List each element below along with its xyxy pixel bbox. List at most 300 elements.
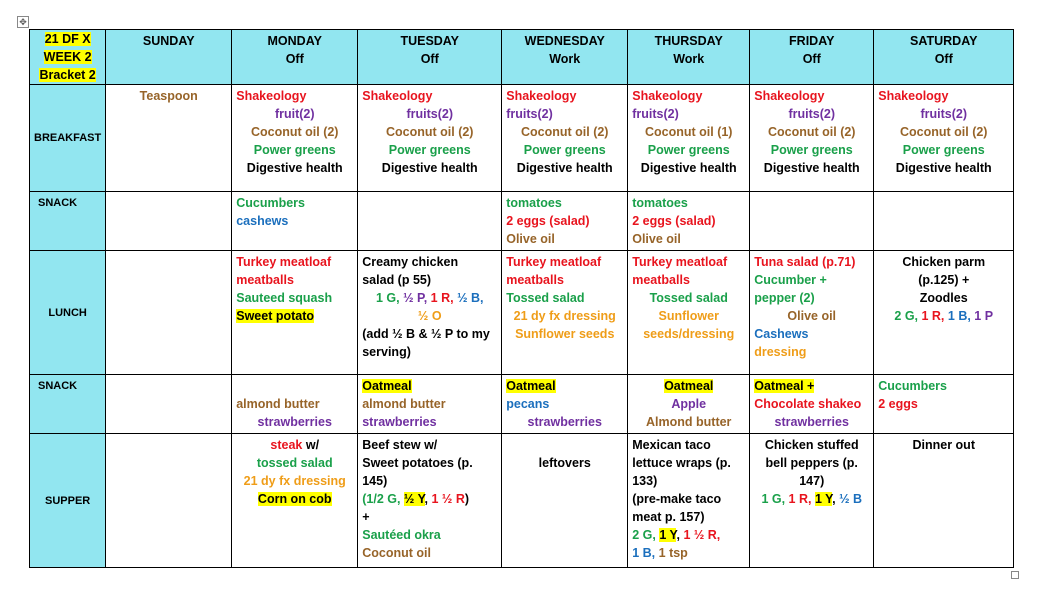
meal-item-text: 2 eggs (salad): [632, 214, 716, 228]
meal-cell-supper-friday[interactable]: [750, 434, 874, 568]
meal-item: [506, 454, 623, 472]
meal-item: [236, 159, 353, 177]
meal-item: [754, 343, 869, 361]
meal-plan-table: [29, 29, 1014, 568]
meal-item-text: tomatoes: [506, 196, 562, 210]
meal-item: [632, 395, 745, 413]
meal-cell-snack-morning-monday[interactable]: [232, 192, 358, 251]
meal-cell-supper-wednesday[interactable]: [502, 434, 628, 568]
meal-item-part: 2 G,: [894, 309, 922, 323]
meal-cell-snack-morning-friday[interactable]: [750, 192, 874, 251]
meal-row-snack-afternoon: [30, 375, 1014, 434]
meal-cell-supper-tuesday[interactable]: [358, 434, 502, 568]
meal-item: [236, 123, 353, 141]
meal-item: [236, 377, 353, 395]
day-header-sunday: SUNDAY: [106, 30, 232, 85]
meal-item-text: fruits(2): [632, 107, 679, 121]
meal-item: [362, 105, 497, 123]
meal-cell-supper-saturday[interactable]: [874, 434, 1014, 568]
meal-cell-breakfast-tuesday[interactable]: [358, 85, 502, 192]
meal-item: [878, 253, 1009, 271]
meal-item-text: Digestive health: [381, 161, 478, 175]
meal-item: [236, 413, 353, 431]
meal-item: [236, 105, 353, 123]
meal-item: [632, 105, 745, 123]
meal-item-text: Sunflower: [658, 309, 719, 323]
meal-item-part: 1 B,: [947, 309, 975, 323]
meal-item-text: fruit(2): [274, 107, 315, 121]
meal-item: [632, 413, 745, 431]
meal-item-part: 2 G,: [632, 528, 660, 542]
meal-item: [878, 123, 1009, 141]
meal-item: [632, 377, 745, 395]
meal-item: [878, 436, 1009, 454]
meal-item-part: ): [464, 492, 470, 506]
meal-item: [236, 141, 353, 159]
meal-item-part: 1 ½ R,: [683, 528, 721, 542]
meal-item: [506, 436, 623, 454]
meal-item: [236, 490, 353, 508]
meal-item-text: Mexican taco: [632, 438, 711, 452]
meal-item-text: Power greens: [647, 143, 730, 157]
meal-item: [754, 87, 869, 105]
meal-item-part: ,: [676, 528, 684, 542]
meal-item-part: ½ Y: [403, 492, 425, 506]
meal-item-text: lettuce wraps (p.: [632, 456, 731, 470]
meal-item-text: Coconut oil (2): [899, 125, 988, 139]
meal-item: [878, 377, 1009, 395]
meal-item-text: pecans: [506, 397, 550, 411]
meal-item-text: Almond butter: [646, 415, 732, 429]
meal-item-text: Shakeology: [878, 89, 949, 103]
meal-cell-lunch-thursday[interactable]: [628, 251, 750, 375]
meal-item-text: strawberries: [774, 415, 849, 429]
meal-item-text: [236, 379, 239, 393]
meal-item-part: 1 Y: [659, 528, 677, 542]
meal-cell-snack-morning-tuesday[interactable]: [358, 192, 502, 251]
day-header-monday: MONDAY Off: [232, 30, 358, 85]
meal-item-text: strawberries: [527, 415, 602, 429]
meal-item: [632, 123, 745, 141]
meal-item-text: Coconut oil (2): [767, 125, 856, 139]
meal-item: [110, 87, 227, 105]
meal-item-part: 1 G,: [375, 291, 404, 305]
meal-cell-breakfast-sunday[interactable]: [106, 85, 232, 192]
meal-item: [632, 307, 745, 325]
meal-cell-snack-afternoon-saturday[interactable]: [874, 375, 1014, 434]
meal-item-text: tomatoes: [632, 196, 688, 210]
meal-item-text: Digestive health: [246, 161, 343, 175]
meal-item-text: meatballs: [236, 273, 294, 287]
meal-item-text: Coconut oil (2): [520, 125, 609, 139]
meal-item: [878, 271, 1009, 289]
meal-item: [506, 289, 623, 307]
meal-item-text: Turkey meatloaf: [506, 255, 602, 269]
meal-cell-breakfast-friday[interactable]: [750, 85, 874, 192]
meal-item-text: serving): [362, 345, 411, 359]
meal-item-text: meat p. 157): [632, 510, 705, 524]
meal-item-part: ½ B,: [457, 291, 484, 305]
meal-item: [632, 325, 745, 343]
meal-item: [754, 105, 869, 123]
meal-item-text: 147): [799, 474, 825, 488]
row-label-supper: SUPPER: [30, 434, 106, 568]
header-row: [30, 30, 1014, 85]
meal-item: [878, 307, 1009, 325]
meal-item-text: Cashews: [754, 327, 809, 341]
meal-item-text: Chicken stuffed: [764, 438, 859, 452]
meal-item: [236, 307, 353, 325]
meal-item: [236, 289, 353, 307]
meal-cell-lunch-tuesday[interactable]: [358, 251, 502, 375]
meal-item-text: 145): [362, 474, 388, 488]
meal-item: [754, 413, 869, 431]
meal-item-text: Shakeology: [362, 89, 433, 103]
row-label-lunch: LUNCH: [30, 251, 106, 375]
meal-item: [236, 472, 353, 490]
meal-item-text: Digestive health: [640, 161, 737, 175]
meal-item-text: Turkey meatloaf: [632, 255, 728, 269]
meal-item: [236, 454, 353, 472]
week-label-cell: [30, 30, 106, 85]
meal-item: [632, 436, 745, 454]
meal-item: [754, 159, 869, 177]
meal-item: [362, 123, 497, 141]
meal-item: [362, 508, 497, 526]
meal-item-part: 1 R,: [788, 492, 815, 506]
week-label-line: 21 DF X: [44, 32, 91, 46]
meal-item: [506, 377, 623, 395]
meal-item: [506, 87, 623, 105]
meal-item: [632, 544, 745, 562]
meal-item: [506, 395, 623, 413]
meal-item-text: seeds/dressing: [643, 327, 735, 341]
meal-item: [754, 436, 869, 454]
meal-item: [362, 325, 497, 343]
meal-item-text: Cucumbers: [236, 196, 306, 210]
meal-item-part: 1 Y: [814, 492, 833, 506]
meal-item: [506, 141, 623, 159]
meal-item: [632, 490, 745, 508]
meal-item: [754, 325, 869, 343]
meal-cell-lunch-friday[interactable]: [750, 251, 874, 375]
day-header-tuesday: TUESDAY Off: [358, 30, 502, 85]
meal-item-text: Shakeology: [506, 89, 577, 103]
meal-cell-breakfast-thursday[interactable]: [628, 85, 750, 192]
meal-item-part: 1 P: [974, 309, 994, 323]
meal-item-text: Sunflower seeds: [515, 327, 615, 341]
meal-item-text: Power greens: [253, 143, 336, 157]
meal-item-text: meatballs: [632, 273, 690, 287]
meal-item-text: pepper (2): [754, 291, 815, 305]
meal-item-part: 1 tsp: [658, 546, 688, 560]
meal-item-text: Tuna salad (p.71): [754, 255, 856, 269]
meal-cell-snack-afternoon-friday[interactable]: [750, 375, 874, 434]
meal-item: [632, 508, 745, 526]
meal-item-part: ,: [832, 492, 840, 506]
table-move-handle-icon[interactable]: ✥: [17, 16, 29, 28]
meal-item-text: Digestive health: [763, 161, 860, 175]
meal-cell-lunch-monday[interactable]: [232, 251, 358, 375]
meal-cell-breakfast-saturday[interactable]: [874, 85, 1014, 192]
meal-item: [362, 159, 497, 177]
meal-item-part: 1 G,: [761, 492, 789, 506]
meal-item: [632, 159, 745, 177]
meal-item-text: ½ O: [417, 309, 442, 323]
meal-item: [878, 141, 1009, 159]
meal-item: [506, 413, 623, 431]
meal-item: [236, 436, 353, 454]
row-label-breakfast: BREAKFAST: [30, 85, 106, 192]
meal-cell-lunch-sunday[interactable]: [106, 251, 232, 375]
meal-item: [506, 212, 623, 230]
meal-item-text: leftovers: [538, 456, 591, 470]
meal-row-breakfast: [30, 85, 1014, 192]
meal-item-text: almond butter: [236, 397, 320, 411]
meal-item: [506, 325, 623, 343]
meal-item: [754, 490, 869, 508]
meal-item: [632, 271, 745, 289]
meal-item-text: 133): [632, 474, 658, 488]
meal-item-text: fruits(2): [788, 107, 835, 121]
meal-item: [754, 289, 869, 307]
meal-item: [236, 212, 353, 230]
meal-item-text: cashews: [236, 214, 289, 228]
meal-row-snack-morning: [30, 192, 1014, 251]
meal-item: [754, 141, 869, 159]
meal-item: [632, 289, 745, 307]
meal-item: [362, 472, 497, 490]
meal-item-text: Shakeology: [236, 89, 307, 103]
meal-item: [878, 395, 1009, 413]
meal-cell-supper-monday[interactable]: [232, 434, 358, 568]
meal-item-text: 21 dy fx dressing: [243, 474, 346, 488]
meal-item: [506, 194, 623, 212]
meal-item-text: Oatmeal: [664, 379, 714, 393]
meal-item-text: Oatmeal: [506, 379, 556, 393]
meal-item-text: Chocolate shakeo: [754, 397, 862, 411]
meal-item-text: dressing: [754, 345, 807, 359]
meal-item-text: (pre-make taco: [632, 492, 722, 506]
meal-item-text: Digestive health: [516, 161, 613, 175]
meal-item-text: Cucumbers: [878, 379, 948, 393]
meal-item-part: ½ B: [839, 492, 862, 506]
meal-item-part: 1 B,: [632, 546, 659, 560]
meal-item-text: Shakeology: [754, 89, 825, 103]
meal-item-text: Dinner out: [912, 438, 975, 452]
meal-item-text: Cucumber +: [754, 273, 827, 287]
meal-item: [506, 253, 623, 271]
meal-item: [878, 105, 1009, 123]
meal-item: [362, 544, 497, 562]
meal-item-text: Tossed salad: [649, 291, 728, 305]
meal-item-text: fruits(2): [406, 107, 453, 121]
day-header-friday: FRIDAY Off: [750, 30, 874, 85]
meal-item: [754, 307, 869, 325]
meal-item-text: 21 dy fx dressing: [513, 309, 616, 323]
meal-item: [362, 271, 497, 289]
meal-item: [362, 307, 497, 325]
meal-cell-snack-afternoon-sunday[interactable]: [106, 375, 232, 434]
meal-item: [754, 454, 869, 472]
meal-item-text: Zoodles: [919, 291, 968, 305]
meal-item-text: meatballs: [506, 273, 564, 287]
meal-item-text: Digestive health: [895, 161, 992, 175]
meal-item-text: Sweet potatoes (p.: [362, 456, 473, 470]
meal-item: [362, 395, 497, 413]
meal-item: [362, 87, 497, 105]
meal-cell-snack-morning-saturday[interactable]: [874, 192, 1014, 251]
meal-cell-snack-morning-wednesday[interactable]: [502, 192, 628, 251]
meal-item-text: Sauteed squash: [236, 291, 333, 305]
meal-cell-snack-afternoon-wednesday[interactable]: [502, 375, 628, 434]
meal-cell-lunch-saturday[interactable]: [874, 251, 1014, 375]
meal-item-text: Coconut oil (1): [644, 125, 733, 139]
meal-item-text: [506, 438, 509, 452]
meal-item-text: bell peppers (p.: [765, 456, 858, 470]
meal-item: [362, 377, 497, 395]
meal-item-text: Teaspoon: [139, 89, 198, 103]
meal-row-supper: [30, 434, 1014, 568]
meal-item: [362, 289, 497, 307]
meal-item: [362, 454, 497, 472]
meal-item-part: w/: [305, 438, 320, 452]
meal-item: [632, 253, 745, 271]
meal-item: [362, 343, 497, 361]
meal-cell-snack-morning-sunday[interactable]: [106, 192, 232, 251]
meal-cell-breakfast-wednesday[interactable]: [502, 85, 628, 192]
day-header-wednesday: WEDNESDAY Work: [502, 30, 628, 85]
meal-item-text: Turkey meatloaf: [236, 255, 332, 269]
meal-cell-supper-thursday[interactable]: [628, 434, 750, 568]
meal-item: [754, 395, 869, 413]
meal-item: [362, 413, 497, 431]
meal-item-part: 1 R,: [921, 309, 948, 323]
meal-item-text: Coconut oil: [362, 546, 431, 560]
meal-item-text: Tossed salad: [506, 291, 585, 305]
meal-item: [236, 395, 353, 413]
meal-item: [878, 159, 1009, 177]
meal-item: [632, 141, 745, 159]
day-header-thursday: THURSDAY Work: [628, 30, 750, 85]
meal-item-text: Power greens: [902, 143, 985, 157]
meal-item: [236, 253, 353, 271]
row-label-snack-afternoon: SNACK: [30, 375, 106, 434]
meal-item: [506, 307, 623, 325]
meal-item-text: strawberries: [257, 415, 332, 429]
meal-item: [362, 141, 497, 159]
meal-item: [632, 230, 745, 248]
day-header-saturday: SATURDAY Off: [874, 30, 1014, 85]
meal-item-part: (1/2 G,: [362, 492, 404, 506]
meal-item: [506, 105, 623, 123]
meal-item-text: tossed salad: [256, 456, 333, 470]
meal-item: [878, 289, 1009, 307]
meal-item: [754, 123, 869, 141]
meal-cell-snack-morning-thursday[interactable]: [628, 192, 750, 251]
meal-cell-lunch-wednesday[interactable]: [502, 251, 628, 375]
meal-item: [236, 87, 353, 105]
meal-item: [236, 194, 353, 212]
meal-item: [632, 526, 745, 544]
meal-item: [362, 490, 497, 508]
meal-item: [754, 377, 869, 395]
meal-item-part: ½ P,: [403, 291, 431, 305]
row-label-snack-morning: SNACK: [30, 192, 106, 251]
meal-item: [506, 230, 623, 248]
meal-item-text: Sweet potato: [236, 309, 315, 323]
meal-item: [632, 194, 745, 212]
meal-item-text: salad (p 55): [362, 273, 432, 287]
meal-item: [632, 87, 745, 105]
meal-item: [362, 253, 497, 271]
meal-item-text: (add ½ B & ½ P to my: [362, 327, 490, 341]
meal-item-text: (p.125) +: [918, 273, 970, 287]
meal-item-part: steak: [270, 438, 306, 452]
meal-cell-supper-sunday[interactable]: [106, 434, 232, 568]
meal-item-part: 1 ½ R: [431, 492, 465, 506]
meal-item: [754, 472, 869, 490]
meal-item-part: ,: [424, 492, 432, 506]
meal-item-text: Olive oil: [787, 309, 837, 323]
meal-item-text: 2 eggs (salad): [506, 214, 590, 228]
meal-cell-breakfast-monday[interactable]: [232, 85, 358, 192]
meal-item-text: Olive oil: [632, 232, 681, 246]
meal-item-text: +: [362, 510, 370, 524]
meal-item-text: Shakeology: [632, 89, 703, 103]
meal-item-text: strawberries: [362, 415, 437, 429]
meal-item-text: Oatmeal +: [754, 379, 815, 393]
meal-item: [236, 271, 353, 289]
meal-item-text: Oatmeal: [362, 379, 412, 393]
meal-cell-snack-afternoon-monday[interactable]: [232, 375, 358, 434]
week-label-line: WEEK 2: [43, 50, 92, 64]
meal-item: [506, 159, 623, 177]
meal-item-text: Olive oil: [506, 232, 555, 246]
meal-item-text: Coconut oil (2): [385, 125, 474, 139]
meal-item: [632, 212, 745, 230]
meal-item: [754, 253, 869, 271]
meal-cell-snack-afternoon-thursday[interactable]: [628, 375, 750, 434]
meal-item: [878, 87, 1009, 105]
meal-item-text: fruits(2): [920, 107, 967, 121]
meal-cell-snack-afternoon-tuesday[interactable]: [358, 375, 502, 434]
meal-item: [754, 271, 869, 289]
meal-item-text: fruits(2): [506, 107, 553, 121]
meal-item-text: Power greens: [388, 143, 471, 157]
meal-item-text: almond butter: [362, 397, 446, 411]
meal-item-text: Coconut oil (2): [250, 125, 339, 139]
meal-item-text: Creamy chicken: [362, 255, 459, 269]
meal-item: [632, 454, 745, 472]
meal-item-text: 2 eggs: [878, 397, 918, 411]
table-resize-handle-icon[interactable]: [1011, 571, 1019, 579]
meal-row-lunch: [30, 251, 1014, 375]
week-label-line: Bracket 2: [39, 68, 96, 82]
meal-item-part: 1 R,: [430, 291, 458, 305]
meal-item-text: Chicken parm: [902, 255, 986, 269]
meal-item: [506, 271, 623, 289]
meal-item-text: Apple: [671, 397, 707, 411]
meal-item: [362, 436, 497, 454]
meal-item: [506, 123, 623, 141]
meal-item-text: Power greens: [770, 143, 853, 157]
meal-item: [362, 526, 497, 544]
meal-item-text: Sautéed okra: [362, 528, 441, 542]
meal-item: [632, 472, 745, 490]
meal-item-text: Power greens: [523, 143, 606, 157]
meal-item-text: Beef stew w/: [362, 438, 438, 452]
